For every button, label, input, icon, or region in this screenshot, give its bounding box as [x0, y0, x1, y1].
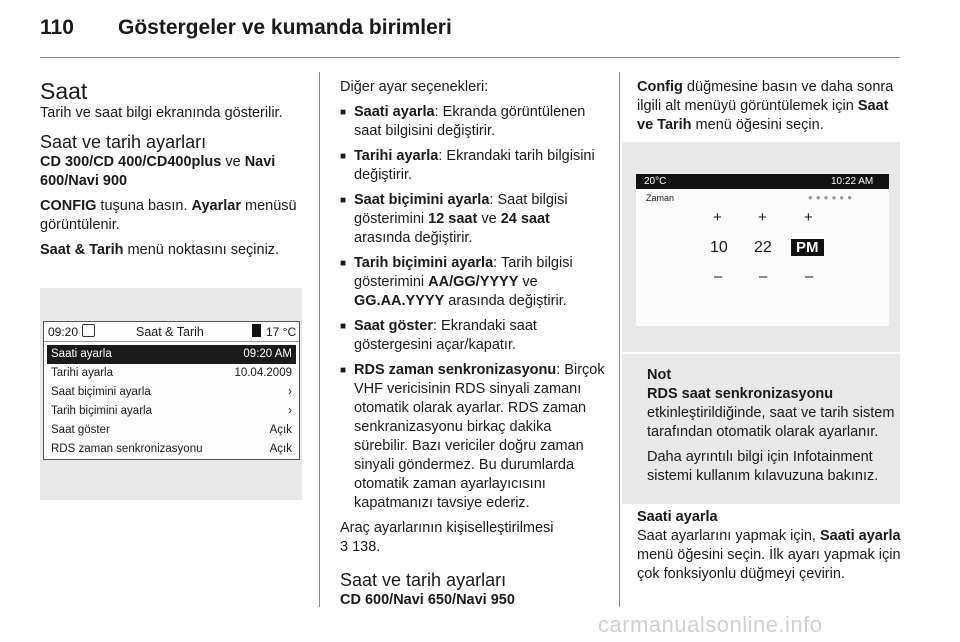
models-line	[40, 153, 308, 191]
row-label: Saat biçimini ayarla	[51, 386, 151, 398]
set-time-text	[637, 527, 903, 584]
option-time-format	[340, 191, 608, 248]
note-title: Not	[647, 367, 672, 383]
reference-text: Araç ayarlarının kişiselleştirilmesi	[340, 520, 554, 536]
intro-text: Tarih ve saat bilgi ekranında gösterilir.	[40, 105, 283, 121]
format-a: AA/GG/YYYY	[428, 274, 519, 290]
option-desc-end: arasında değiştirir.	[354, 230, 473, 246]
format-a: 12 saat	[428, 211, 478, 227]
note-text-1: etkinleştirildiğinde, saat ve tarih sistem tarafından otomatik olarak ayarlanır.	[647, 405, 895, 440]
status-bar	[636, 174, 889, 189]
column-divider-2	[619, 72, 620, 607]
set-time-text-a: Saat ayarlarını yapmak için,	[637, 528, 820, 544]
models-b: Navi 600/Navi 900	[40, 154, 276, 189]
row-label: Saati ayarla	[51, 348, 112, 360]
note-subtitle: RDS saat senkronizasyonu	[647, 386, 834, 402]
column-2	[340, 78, 608, 616]
back-icon	[82, 324, 95, 337]
set-time-text-c: menü öğesini seçin. İlk ayarı yapmak için çok fonksiyonlu düğmeyi çevirin.	[637, 547, 901, 582]
temperature: 20°C	[644, 176, 667, 187]
subsection-heading: Saat ve tarih ayarları	[40, 132, 207, 152]
time-display	[636, 174, 889, 326]
models-conj: ve	[221, 154, 245, 170]
menu-row-show-clock[interactable]	[47, 421, 296, 440]
hour-plus-button[interactable]: +	[713, 209, 722, 226]
minute-minus-button[interactable]: –	[759, 268, 768, 285]
models-a: CD 300/CD 400/CD400plus	[40, 154, 222, 170]
models-text: CD 600/Navi 650/Navi 950	[340, 592, 515, 608]
option-desc: : Tarih bilgisi gösterimini	[354, 255, 573, 290]
header-divider	[40, 57, 900, 58]
ampm-plus-button[interactable]: +	[804, 209, 813, 226]
instruction-text-end: menüsü görüntülenir.	[40, 198, 297, 233]
option-name: RDS zaman senkronizasyonu	[354, 362, 557, 378]
option-desc: : Saat bilgisi gösterimini	[354, 192, 568, 227]
options-lead: Diğer ayar seçenekleri:	[340, 79, 489, 95]
option-conj: ve	[477, 211, 501, 227]
option-desc: : Ekrandaki saat göstergesini açar/kapatır.	[354, 318, 537, 353]
instruction-text: düğmesine basın ve daha sonra ilgili alt menüyü görüntülemek için	[637, 79, 894, 114]
ampm-minus-button[interactable]: –	[805, 268, 814, 285]
menu-display	[43, 321, 300, 460]
screen-title: Zaman	[646, 193, 675, 203]
format-b: 24 saat	[500, 211, 550, 227]
settings-menu-name: Ayarlar	[191, 198, 241, 214]
row-label: Tarihi ayarla	[51, 367, 113, 379]
row-label: RDS zaman senkronizasyonu	[51, 443, 203, 455]
row-value: Açık	[269, 443, 292, 455]
option-set-time	[340, 103, 608, 141]
status-bar	[44, 322, 299, 342]
status-icons: ●●●●●●	[808, 193, 855, 202]
cross-reference	[340, 519, 608, 557]
option-show-clock	[340, 317, 608, 355]
row-value: 10.04.2009	[234, 367, 292, 379]
row-label: Tarih biçimini ayarla	[51, 405, 152, 417]
option-desc: : Birçok VHF vericisinin RDS sinyali zamanı otomatik olarak ayarlar. RDS zaman senkranizasyonu birkaç dakika sürebilir. Bazı vericiler doğru zaman sinyali göndermez. Bu durumlarda otomatik zaman ayarlayıcısını kapatmanızı tavsiye ederiz.	[354, 362, 605, 511]
menu-item-name: Saat ve Tarih	[637, 98, 889, 133]
chevron-right-icon: ›	[288, 386, 292, 398]
option-desc: : Ekrandaki tarih bilgisini değiştirir.	[354, 148, 595, 183]
clock-time: 10:22 AM	[831, 176, 874, 187]
config-instruction-2	[637, 78, 903, 135]
section-heading: Saat	[40, 78, 88, 104]
menu-row-time-format[interactable]	[47, 383, 296, 402]
column-3	[637, 78, 903, 141]
option-set-date	[340, 147, 608, 185]
page-reference-link[interactable]: 3 138.	[340, 539, 381, 555]
clock-date-menu-screenshot	[40, 288, 302, 500]
minute-plus-button[interactable]: +	[758, 209, 767, 226]
option-conj: ve	[518, 274, 538, 290]
menu-row-set-time[interactable]	[47, 345, 296, 364]
temperature: 17 °C	[266, 325, 297, 339]
time-setting-screenshot	[622, 142, 900, 352]
option-desc: : Ekranda görüntülenen saat bilgisini değiştirir.	[354, 104, 586, 139]
instruction-text-end: menü öğesini seçin.	[691, 117, 824, 133]
menu-row-date-format[interactable]	[47, 402, 296, 421]
menu-title: Saat & Tarih	[136, 325, 204, 339]
option-name: Saat göster	[354, 318, 433, 334]
instruction-text: tuşuna basın.	[96, 198, 192, 214]
config-button-name: Config	[637, 79, 683, 95]
select-instruction	[40, 241, 308, 260]
column-3-lower	[637, 508, 903, 590]
option-name: Tarih biçimini ayarla	[354, 255, 494, 271]
column-divider-1	[319, 72, 320, 607]
menu-point-name: Saat & Tarih	[40, 242, 124, 258]
hour-value: 10	[710, 239, 728, 256]
ampm-value: PM	[791, 239, 824, 256]
menu-row-set-date[interactable]	[47, 364, 296, 383]
row-value: Açık	[269, 424, 292, 436]
column-1	[40, 78, 308, 266]
select-text: menü noktasını seçiniz.	[123, 242, 280, 258]
option-name: Tarihi ayarla	[354, 148, 439, 164]
minute-value: 22	[754, 239, 772, 256]
clock-time: 09:20	[48, 325, 79, 339]
options-list	[340, 103, 608, 513]
models-line-2	[340, 591, 608, 610]
config-key: CONFIG	[40, 198, 97, 214]
option-date-format	[340, 254, 608, 311]
page-title: Göstergeler ve kumanda birimleri	[118, 16, 452, 39]
watermark: carmanualsonline.info	[598, 612, 823, 637]
note-text-2: Daha ayrıntılı bilgi için Infotainment sistemi kullanım kılavuzuna bakınız.	[647, 449, 879, 484]
row-label: Saat göster	[51, 424, 110, 436]
option-name: Saat biçimini ayarla	[354, 192, 490, 208]
format-b: GG.AA.YYYY	[354, 293, 445, 309]
menu-row-rds-sync[interactable]	[47, 440, 296, 459]
option-desc-end: arasında değiştirir.	[444, 293, 567, 309]
option-rds-sync	[340, 361, 608, 513]
note-box	[622, 354, 900, 504]
phone-icon	[252, 324, 261, 337]
chevron-right-icon: ›	[288, 405, 292, 417]
subsection-heading-2: Saat ve tarih ayarları	[340, 570, 507, 590]
set-time-menu-name: Saati ayarla	[819, 528, 901, 544]
set-time-heading: Saati ayarla	[637, 509, 718, 525]
config-instruction	[40, 197, 308, 235]
page-number: 110	[40, 16, 74, 39]
row-value: 09:20 AM	[243, 348, 292, 360]
hour-minus-button[interactable]: –	[714, 268, 723, 285]
option-name: Saati ayarla	[354, 104, 435, 120]
